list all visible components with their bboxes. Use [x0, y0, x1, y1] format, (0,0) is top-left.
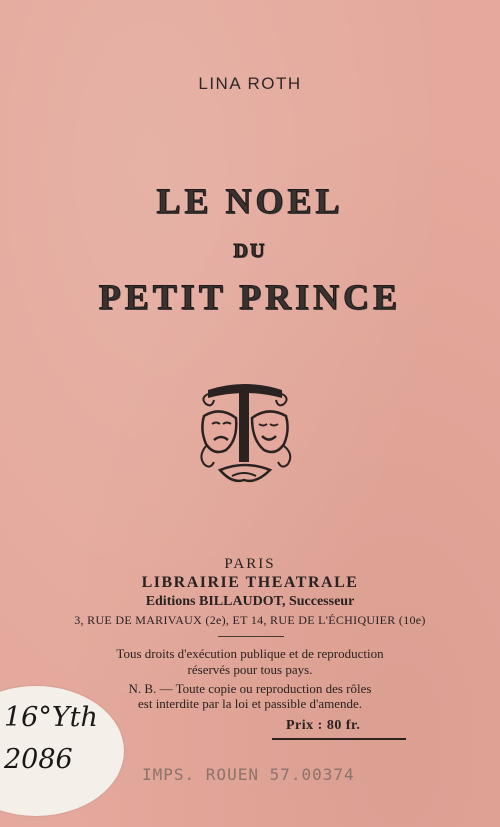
rights-notice [0, 646, 500, 678]
divider-rule [218, 636, 284, 637]
price-label: Prix : 80 fr. [286, 718, 361, 733]
printer-imprint: IMPS. ROUEN 57.00374 [142, 765, 355, 784]
nb-line-2: est interdite par la loi et passible d'amende. [138, 696, 362, 711]
publisher-address: 3, RUE DE MARIVAUX (2e), ET 14, RUE DE L'ÉCHIQUIER (10e) [74, 613, 426, 627]
call-number-line-1: 16°Yth [4, 702, 98, 733]
title-line-2: DU [233, 240, 267, 262]
publisher-name: LIBRAIRIE THEATRALE [141, 574, 359, 591]
nb-line-1: N. B. — Toute copie ou reproduction des rôles [128, 681, 372, 696]
author-name: LINA ROTH [198, 74, 302, 93]
publisher-city: PARIS [224, 556, 276, 572]
theatre-masks-emblem-icon [190, 372, 300, 492]
rights-line-2: réservés pour tous pays. [187, 662, 313, 677]
title-line-1: LE NOEL [156, 181, 344, 221]
price-underline [272, 738, 406, 740]
publisher-editions: Editions BILLAUDOT, Successeur [145, 594, 355, 609]
call-number-line-2: 2086 [4, 744, 73, 775]
title-line-3: PETIT PRINCE [98, 277, 402, 317]
rights-line-1: Tous droits d'exécution publique et de reproduction [116, 646, 384, 661]
